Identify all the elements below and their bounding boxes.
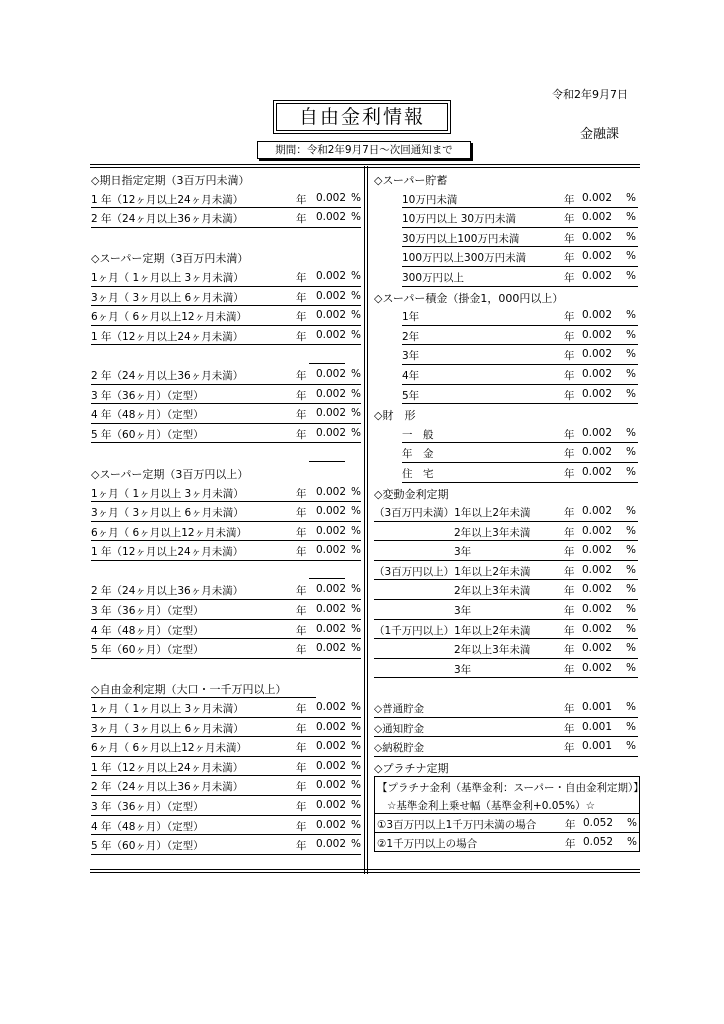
rate-row: （3百万円以上）1年以上2年未満 年 0.002 % (374, 561, 638, 581)
rate-row: 4 年（48ヶ月）（定型） 年 0.002 % (91, 816, 361, 836)
rate-row: 3年 年 0.002 % (374, 600, 638, 620)
section-heading: ◇期日指定定期（3百万円未満） (91, 174, 250, 187)
department-label: 金融課 (580, 127, 620, 142)
rate-row: 30万円以上100万円未満 年 0.002 % (374, 228, 638, 248)
rate-row: 3ヶ月（ 3ヶ月以上 6ヶ月未満） 年 0.002 % (91, 718, 361, 738)
page-title: 自由金利情報 (273, 100, 451, 134)
rate-row: 300万円以上 年 0.002 % (374, 267, 638, 287)
rate-row: 1ヶ月（ 1ヶ月以上 3ヶ月未満） 年 0.002 % (91, 483, 361, 503)
rate-row: 3ヶ月（ 3ヶ月以上 6ヶ月未満） 年 0.002 % (91, 502, 361, 522)
section-heading: ◇自由金利定期（大口・一千万円以上） (91, 678, 361, 698)
rate-row: 4 年（48ヶ月）（定型） 年 0.002 % (91, 404, 361, 424)
rate-row: 1 年（12ヶ月以上24ヶ月未満） 年 0.002 % (91, 326, 361, 346)
rate-row: 6ヶ月（ 6ヶ月以上12ヶ月未満） 年 0.002 % (91, 522, 361, 542)
spacer-row (91, 659, 361, 679)
rate-row: 3 年（36ヶ月）（定型） 年 0.002 % (91, 600, 361, 620)
spacer-row (374, 678, 638, 698)
blank-rule (309, 461, 345, 462)
platinum-rate-row: ②1千万円以上の場合 年 0.052 % (375, 832, 639, 851)
rate-row: 1年 年 0.002 % (374, 306, 638, 326)
rate-row: 2年 年 0.002 % (374, 326, 638, 346)
rate-row: 6ヶ月（ 6ヶ月以上12ヶ月未満） 年 0.002 % (91, 737, 361, 757)
platinum-rate-row: ①3百万円以上1千万円未満の場合 年 0.052 % (375, 813, 639, 832)
rate-row: 一 般 年 0.002 % (374, 424, 638, 444)
rate-row: 10万円未満 年 0.002 % (374, 189, 638, 209)
rate-row: 3年 年 0.002 % (374, 541, 638, 561)
rate-row: 3ヶ月（ 3ヶ月以上 6ヶ月未満） 年 0.002 % (91, 287, 361, 307)
rate-row: 2年以上3年未満 年 0.002 % (374, 580, 638, 600)
bottom-border (90, 869, 640, 873)
platinum-box (374, 776, 644, 852)
rate-row-futsu: ◇普通貯金 年 0.001 % (374, 698, 638, 718)
rate-row: 1ヶ月（ 1ヶ月以上 3ヶ月未満） 年 0.002 % (91, 698, 361, 718)
rate-row: 2 年（24ヶ月以上36ヶ月未満） 年 0.002 % (91, 776, 361, 796)
rate-row: 10万円以上 30万円未満 年 0.002 % (374, 208, 638, 228)
rate-row: 6ヶ月（ 6ヶ月以上12ヶ月未満） 年 0.002 % (91, 306, 361, 326)
rate-row: 2 年（24ヶ月以上36ヶ月未満） 年 0.002 % (91, 580, 361, 600)
rate-row: （1千万円以上）1年以上2年未満 年 0.002 % (374, 620, 638, 640)
left-column (91, 169, 361, 855)
rate-row: 3 年（36ヶ月）（定型） 年 0.002 % (91, 385, 361, 405)
blank-rule (309, 578, 345, 579)
rate-row: 2 年（24ヶ月以上36ヶ月未満） 年 0.002 % (91, 365, 361, 385)
rate-row: 5 年（60ヶ月）（定型） 年 0.002 % (91, 835, 361, 855)
platinum-note: ☆基準金利上乗せ幅（基準金利+0.05%）☆ (387, 800, 595, 813)
rate-row: 1 年（12ヶ月以上24ヶ月未満） 年 0.002 % (91, 541, 361, 561)
rate-row: 5 年（60ヶ月）（定型） 年 0.002 % (91, 424, 361, 444)
rate-row: 3年 年 0.002 % (374, 659, 638, 679)
section-heading: ◇スーパー定期（3百万円以上） (91, 467, 249, 481)
rate-row: 1 年（12ヶ月以上24ヶ月未満） 年 0.002 % (91, 189, 361, 209)
rate-row: （3百万円未満）1年以上2年未満 年 0.002 % (374, 502, 638, 522)
section-heading: ◇スーパー定期（3百万円未満） (91, 252, 249, 266)
column-divider (364, 166, 368, 874)
platinum-note: 【プラチナ金利（基準金利：スーパー・自由金利定期）】 (377, 782, 644, 795)
rate-row: 2 年（24ヶ月以上36ヶ月未満） 年 0.002 % (91, 208, 361, 228)
rate-row: 3 年（36ヶ月）（定型） 年 0.002 % (91, 796, 361, 816)
rate-row: 2年以上3年未満 年 0.002 % (374, 522, 638, 542)
rate-row: 1ヶ月（ 1ヶ月以上 3ヶ月未満） 年 0.002 % (91, 267, 361, 287)
rate-row: 3年 年 0.002 % (374, 345, 638, 365)
spacer-row (91, 345, 361, 365)
rate-row-nozei: ◇納税貯金 年 0.001 % (374, 737, 638, 757)
rate-row: 4年 年 0.002 % (374, 365, 638, 385)
rate-row-tsuchi: ◇通知貯金 年 0.001 % (374, 718, 638, 738)
spacer-row (91, 228, 361, 248)
issue-date: 令和2年9月7日 (552, 88, 628, 101)
spacer-row (91, 561, 361, 581)
rate-row: 5年 年 0.002 % (374, 385, 638, 405)
rate-row: 100万円以上300万円未満 年 0.002 % (374, 247, 638, 267)
section-heading: ◇財 形 (374, 409, 416, 423)
period-box: 期間：令和2年9月7日～次回通知まで (257, 141, 471, 159)
rate-row: 2年以上3年未満 年 0.002 % (374, 639, 638, 659)
section-heading: ◇プラチナ定期 (374, 761, 449, 775)
rate-row: 住 宅 年 0.002 % (374, 463, 638, 483)
rate-row: 4 年（48ヶ月）（定型） 年 0.002 % (91, 620, 361, 640)
section-heading: ◇変動金利定期 (374, 487, 449, 501)
rate-row: 1 年（12ヶ月以上24ヶ月未満） 年 0.002 % (91, 757, 361, 777)
spacer-row (91, 443, 361, 463)
right-column (374, 169, 644, 852)
rate-row: 年 金 年 0.002 % (374, 443, 638, 463)
blank-rule (309, 363, 345, 364)
section-heading: ◇スーパー積金（掛金1，000円以上） (374, 291, 564, 305)
rate-row: 5 年（60ヶ月）（定型） 年 0.002 % (91, 639, 361, 659)
section-heading: ◇スーパー貯蓄 (374, 174, 448, 187)
